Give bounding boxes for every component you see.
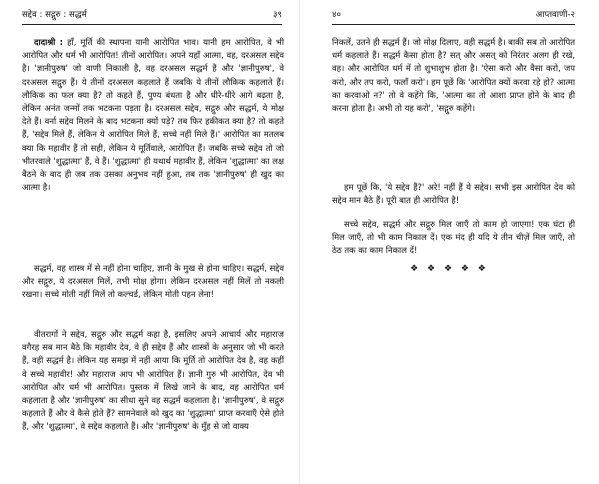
right-paragraph-3 — [332, 218, 575, 258]
right-header-title: आप्तवाणी-२ — [535, 10, 575, 20]
left-paragraph-2-text: सद्धर्म, वह शास्त्र में से नहीं होना चाहिए, ज्ञानी के मुख से होना चाहिए। सद्धर्म, सद्देव और सद्गुरु, ये दरअसल मिलें, तभी मोक्ष होगा। लेकिन दरअसल नहीं मिलें तो नकली रखना। सच्चे मोती नहीं मिलें तो कल्चर्ड, लेकिन मोती पहन लेना! — [22, 263, 284, 300]
left-running-header — [22, 8, 282, 22]
right-paragraph-1-text: निकलें, उतने ही सद्धर्म हैं। जो मोक्ष दिलाए, वही सद्धर्म है। बाकी सब तो आरोपित धर्म कहलाते हैं। सद्धर्म कैसा होता है? सत् और असत् को निरंतर अलग ही रखे, वह। और आरोपित धर्म में तो शुभाशुभ होता है। 'ऐसा करो और वैसा करो, जप करो, और तप करो, फलाँ करो'। हम पूछें कि 'आरोपित क्यों करवा रहे हो? आत्मा का करवाओ न?' तो वे कहेंगे कि, 'आत्मा का तो आशा प्राप्त होने के बाद ही करना होता है। अभी तो यह करो', 'सद्गुरु कहेंगे। — [332, 37, 575, 114]
left-paragraph-2 — [22, 262, 284, 302]
left-paragraph-1 — [22, 36, 284, 194]
section-end-ornament: ❖ ❖ ❖ ❖ ❖ — [410, 264, 489, 274]
left-paragraph-3 — [22, 328, 284, 434]
right-paragraph-1 — [332, 36, 575, 115]
right-paragraph-2 — [332, 181, 575, 207]
left-paragraph-1-text: हाँ, मूर्ति की स्थापना यानी आरोपित भाव। यानी हम आरोपित, वे भी आरोपित और धर्म भी आरोपित! तीनों आरोपित। अपने यहाँ आत्मा, वह, दरअसल सद्देव है। 'ज्ञानीपुरुष' जो वाणी निकाली है, वह दरअसल सद्धर्म है और 'ज्ञानीपुरुष', वे दरअसल सद्गुरु हैं। ये तीनों दरअसल कहलाते हैं जबकि ये तीनों लौकिक कहलाते हैं। लौकिक का फल क्या है? तो कहते हैं, पुण्य बंधता है और धीरे-धीरे आगे बढ़ता है, लेकिन अनंत जन्मों तक भटकना पड़ता है। दरअसल सद्देव, सद्गुरु और सद्धर्म, ये मोक्ष देते हैं। वर्ना सद्देव मिलने के बाद भटकना क्यों पड़े? तब फिर हकीकत क्या है? तो कहते हैं, 'सद्देव मिले हैं, लेकिन ये आरोपित मिले हैं, सच्चे नहीं मिले हैं।' आरोपित का मतलब क्या कि महावीर हैं तो सही, लेकिन ये मूर्तिवाले, आरोपित हैं। जबकि सच्चे सद्देव तो जो भीतरवाले 'शुद्धात्मा' हैं, वे हैं। 'शुद्धात्मा' ही यथार्थ महावीर हैं, लेकिन 'शुद्धात्मा' का लक्ष बैठने के बाद ही जब तक उसका अनुभव नहीं हुआ, तब तक 'ज्ञानीपुरुष' ही खुद का आत्मा है। — [22, 37, 284, 193]
right-header-rule — [332, 24, 575, 25]
left-header-rule — [22, 24, 282, 25]
speaker-label: दादाश्री : — [34, 37, 64, 47]
right-paragraph-3-text: सच्चे सद्देव, सद्धर्म और सद्गुरु मिल जाएँ तो काम हो जाएगा! एक घंटा ही मिल जाएँ, तो भी काम निकाल दें। एक मंद ही यदि ये तीन चीज़ें मिल जाएँ, तो ठेठ तक का काम निकाल दें! — [332, 219, 575, 256]
right-page-number: ४० — [332, 10, 341, 20]
left-paragraph-3-text: वीतरागों ने सद्देव, सद्गुरु और सद्धर्म कहा है, इसलिए अपने आचार्य और महाराज वगैरह सब मान बैठे कि महावीर देव, वे ही सद्देव हैं और शास्त्रों के अनुसार जो भी करते हैं, वही सद्धर्म है। लेकिन यह समझ में नहीं आया कि मूर्ति तो आरोपित देव है, वह कहीं वे सच्चे महावीर! और महाराज आप भी आरोपित हैं। ज्ञानी गुरु भी आरोपित, देव भी आरोपित और धर्म भी आरोपित। पुस्तक में लिखे जाने के बाद, वह आरोपित धर्म कहलाता है और 'ज्ञानीपुरुष' का सीधा सुने वह सद्धर्म कहलाता है। 'ज्ञानीपुरुष', वे सद्गुरु कहलाते हैं और वे कैसे होते हैं? सामनेवाले को खुद का 'शुद्धात्मा' प्राप्त करवाएँ ऐसे होते हैं, और 'शुद्धात्मा', वे सद्देव कहलाते हैं। और 'ज्ञानीपुरुष' के मुँह से जो वाक्य — [22, 329, 284, 432]
left-header-title: सद्देव : सद्गुरु : सद्धर्म — [22, 10, 87, 20]
right-paragraph-2-text: हम पूछें कि, 'ये सद्देव हैं?' अरे! नहीं हैं ये सद्देव। सभी इस आरोपित देव को सद्देव मान बैठे हैं। पूरी बात ही आरोपित है! — [332, 182, 575, 206]
right-running-header — [332, 8, 575, 22]
right-page — [300, 0, 599, 484]
left-page-number: ३९ — [273, 10, 282, 20]
